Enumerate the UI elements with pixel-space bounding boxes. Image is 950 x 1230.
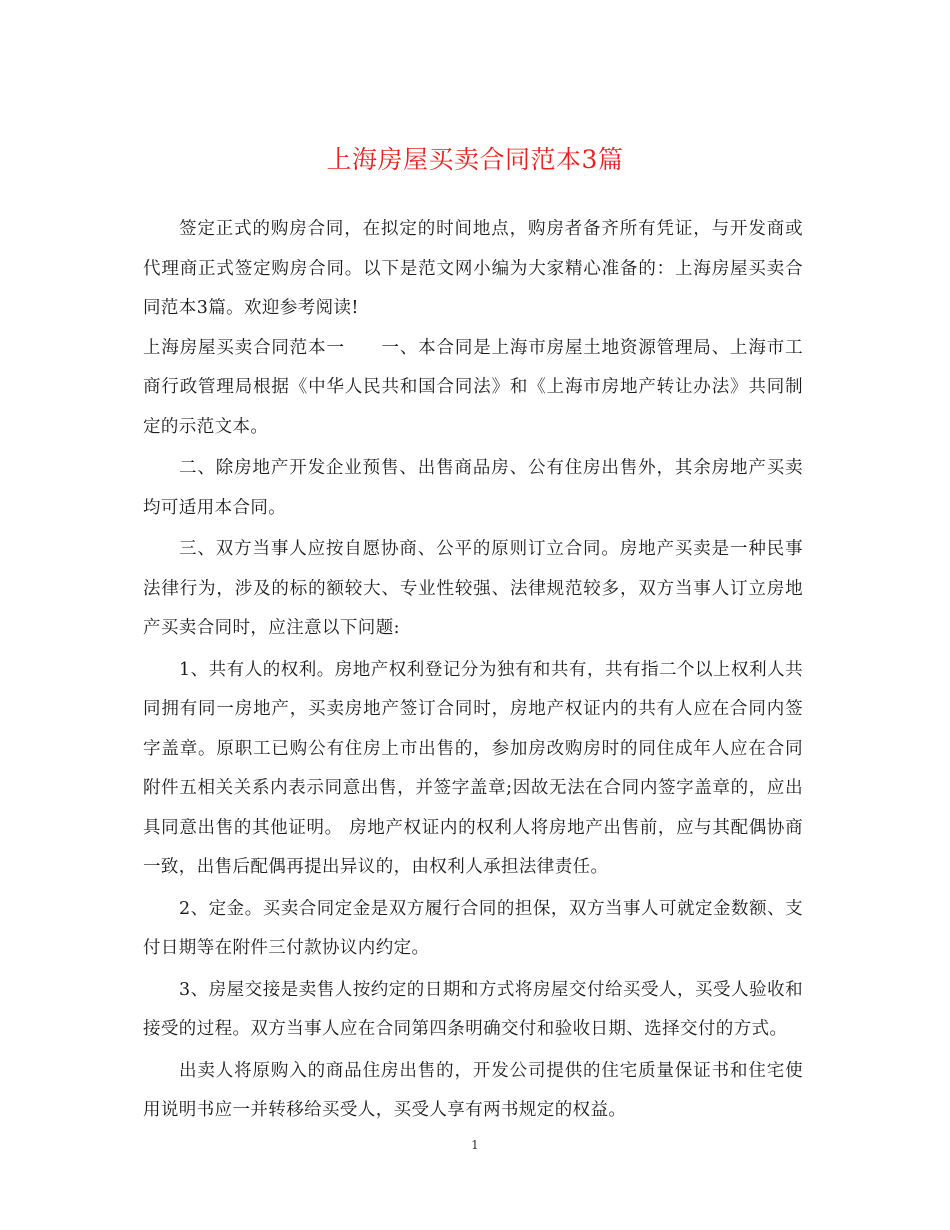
paragraph-co-owner-rights: 1、共有人的权利。房地产权利登记分为独有和共有，共有指二个以上权利人共同拥有同一房地产，买卖房地产签订合同时，房地产权证内的共有人应在合同内签字盖章。原职工已购公有住房上市出售的，参加房改购房时的同住成年人应在合同附件五相关关系内表示同意出售，并签字盖章;因故无法在合同内签字盖章的，应出具同意出售的其他证明。 房地产权证内的权利人将房地产出售前，应与其配偶协商一致，出售后配偶再提出异议的，由权利人承担法律责任。 [143,659,803,877]
paragraph-clause-2: 二、除房地产开发企业预售、出售商品房、公有住房出售外，其余房地产买卖均可适用本合同。 [143,458,803,518]
document-title: 上海房屋买卖合同范本3篇 [326,145,624,174]
paragraph-clause-3: 三、双方当事人应按自愿协商、公平的原则订立合同。房地产买卖是一种民事法律行为，涉及的标的额较大、专业性较强、法律规范较多，双方当事人订立房地产买卖合同时，应注意以下问题: [143,539,803,638]
paragraph-seller-documents: 出卖人将原购入的商品住房出售的，开发公司提供的住宅质量保证书和住宅使用说明书应一并转移给买受人，买受人享有两书规定的权益。 [143,1060,803,1120]
page-number: 1 [471,1138,479,1152]
paragraph-handover: 3、房屋交接是卖售人按约定的日期和方式将房屋交付给买受人，买受人验收和接受的过程。双方当事人应在合同第四条明确交付和验收日期、选择交付的方式。 [143,979,803,1039]
paragraph-deposit: 2、定金。买卖合同定金是双方履行合同的担保，双方当事人可就定金数额、支付日期等在附件三付款协议内约定。 [143,898,803,958]
intro-paragraph: 签定正式的购房合同，在拟定的时间地点，购房者备齐所有凭证，与开发商或代理商正式签定购房合同。以下是范文网小编为大家精心准备的：上海房屋买卖合同范本3篇。欢迎参考阅读! [143,219,803,318]
document-body [143,210,803,1131]
paragraph-contract-one-clause-1: 上海房屋买卖合同范本一 一、本合同是上海市房屋土地资源管理局、上海市工商行政管理局根据《中华人民共和国合同法》和《上海市房地产转让办法》共同制定的示范文本。 [143,337,803,437]
